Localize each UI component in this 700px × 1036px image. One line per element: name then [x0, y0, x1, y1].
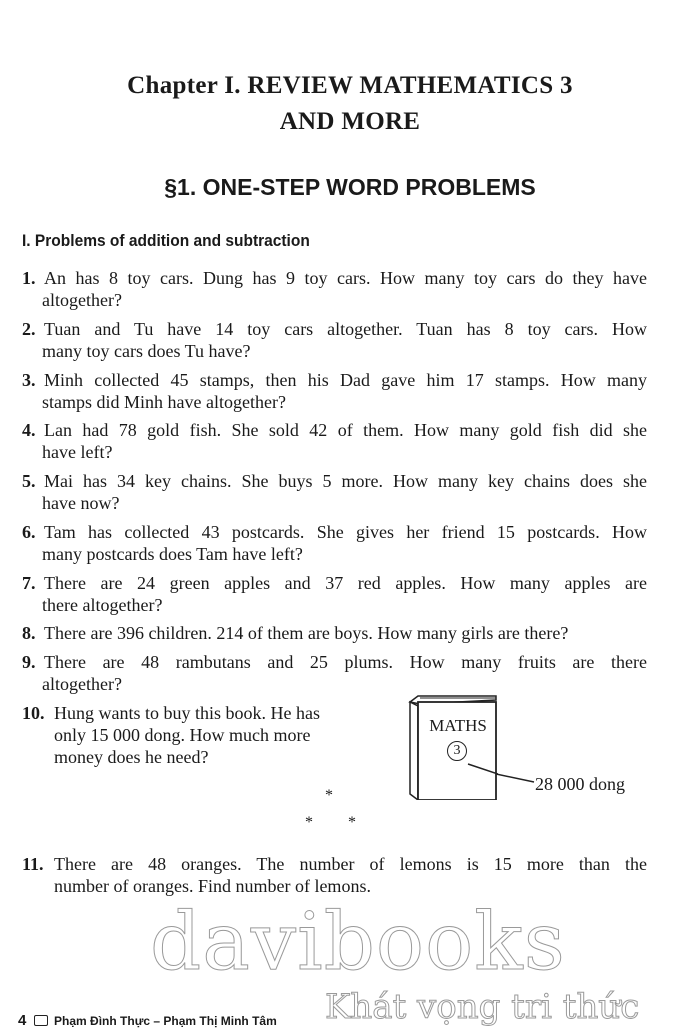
problem-text-line: There are 396 children. 214 of them are boys. How many girls are there? — [44, 623, 569, 643]
page-footer — [18, 1012, 277, 1030]
problem-number: 6. — [22, 522, 36, 542]
problem-text-line: only 15 000 dong. How much more — [54, 725, 311, 745]
problem-text-line: stamps did Minh have altogether? — [42, 392, 286, 412]
problem-text-line: There are 24 green apples and 37 red apples. How many apples are — [44, 573, 647, 593]
problem-number: 4. — [22, 420, 36, 440]
problem-text-line: have left? — [42, 442, 113, 462]
problem-number: 9. — [22, 652, 36, 672]
problem-number: 1. — [22, 268, 36, 288]
problem-item — [22, 702, 362, 768]
problem-text-line: An has 8 toy cars. Dung has 9 toy cars. How many toy cars do they have — [44, 268, 647, 288]
watermark-slogan: Khát vọng tri thức — [325, 987, 640, 1027]
problem-number: 11. — [22, 854, 44, 874]
problem-item — [22, 572, 647, 616]
problem-text-line: Minh collected 45 stamps, then his Dad gave him 17 stamps. How many — [44, 370, 647, 390]
book-title: MATHS — [429, 716, 487, 735]
problem-item — [22, 318, 647, 362]
problem-text-line: Hung wants to buy this book. He has — [54, 703, 320, 723]
watermark-brand: davibooks — [150, 895, 566, 988]
problem-text-line: altogether? — [42, 674, 122, 694]
problem-text-line: Mai has 34 key chains. She buys 5 more. How many key chains does she — [44, 471, 647, 491]
problem-item — [22, 470, 647, 514]
authors: Phạm Đình Thực – Phạm Thị Minh Tâm — [54, 1014, 277, 1028]
separator-star: * — [305, 814, 313, 831]
problem-number: 7. — [22, 573, 36, 593]
problem-text-line: many toy cars does Tu have? — [42, 341, 251, 361]
problem-item — [22, 521, 647, 565]
chapter-title-line-1: Chapter I. REVIEW MATHEMATICS 3 — [127, 72, 573, 99]
problem-number: 2. — [22, 319, 36, 339]
problem-text-line: number of oranges. Find number of lemons. — [54, 876, 371, 896]
section-title: §1. ONE-STEP WORD PROBLEMS — [164, 174, 536, 200]
problem-text-line: There are 48 rambutans and 25 plums. How many fruits are there — [44, 652, 647, 672]
separator-star: * — [325, 787, 333, 804]
problem-text-line: Lan had 78 gold fish. She sold 42 of them. How many gold fish did she — [44, 420, 647, 440]
problem-text-line: there altogether? — [42, 595, 163, 615]
problem-item — [22, 419, 647, 463]
problem-text-line: many postcards does Tam have left? — [42, 544, 303, 564]
problem-text-line: have now? — [42, 493, 120, 513]
problem-item — [22, 622, 647, 644]
subsection-title: I. Problems of addition and subtraction — [22, 232, 310, 250]
book-price: 28 000 dong — [535, 774, 625, 794]
problem-item — [22, 651, 647, 695]
problem-text-line: Tam has collected 43 postcards. She gives her friend 15 postcards. How — [44, 522, 647, 542]
problem-item — [22, 369, 647, 413]
problem-text-line: money does he need? — [54, 747, 209, 767]
chapter-title-line-2: AND MORE — [279, 108, 421, 135]
problem-text-line: altogether? — [42, 290, 122, 310]
book-icon — [34, 1015, 48, 1026]
book-grade: 3 — [447, 741, 467, 761]
problem-item — [22, 853, 647, 897]
problem-text-line: Tuan and Tu have 14 toy cars altogether. Tuan has 8 toy cars. How — [44, 319, 647, 339]
problem-number: 10. — [22, 703, 45, 723]
price-pointer-line — [496, 772, 536, 786]
problem-number: 8. — [22, 623, 36, 643]
problem-item — [22, 267, 647, 311]
separator-star: * — [348, 814, 356, 831]
problem-number: 3. — [22, 370, 36, 390]
page-number: 4 — [18, 1012, 27, 1029]
problem-text-line: There are 48 oranges. The number of lemons is 15 more than the — [54, 854, 647, 874]
problem-number: 5. — [22, 471, 36, 491]
